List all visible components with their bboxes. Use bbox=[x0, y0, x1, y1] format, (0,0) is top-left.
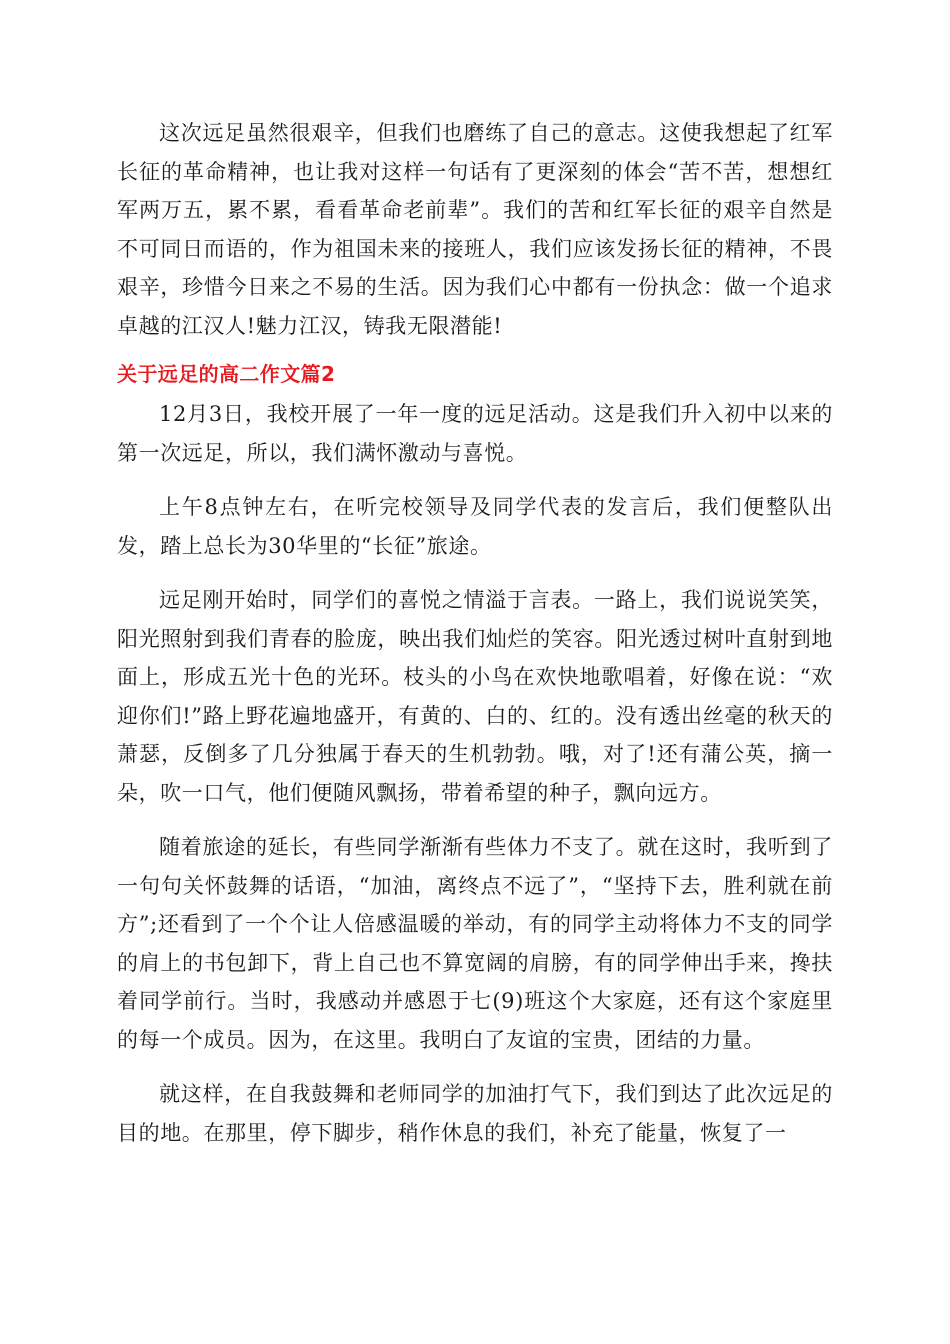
paragraph-6: 就这样，在自我鼓舞和老师同学的加油打气下，我们到达了此次远足的目的地。在那里，停下脚步，稍作休息的我们，补充了能量，恢复了一 bbox=[117, 1082, 833, 1145]
paragraph-5: 随着旅途的延长，有些同学渐渐有些体力不支了。就在这时，我听到了一句句关怀鼓舞的话语，“加油，离终点不远了”，“坚持下去，胜利就在前方”;还看到了一个个让人倍感温暖的举动，有的同学主动将体力不支的同学的肩上的书包卸下，背上自己也不算宽阔的肩膀，有的同学伸出手来，搀扶着同学前行。当时，我感动并感恩于七(9)班这个大家庭，还有这个家庭里的每一个成员。因为，在这里。我明白了友谊的宝贵，团结的力量。 bbox=[117, 835, 833, 1052]
paragraph-3: 上午8点钟左右，在听完校领导及同学代表的发言后，我们便整队出发，踏上总长为30华里的“长征”旅途。 bbox=[117, 495, 833, 558]
document-body bbox=[117, 114, 833, 1152]
paragraph-4: 远足刚开始时，同学们的喜悦之情溢于言表。一路上，我们说说笑笑，阳光照射到我们青春的脸庞，映出我们灿烂的笑容。阳光透过树叶直射到地面上，形成五光十色的光环。枝头的小鸟在欢快地歌唱着，好像在说：“欢迎你们!”路上野花遍地盛开，有黄的、白的、红的。没有透出丝毫的秋天的萧瑟，反倒多了几分独属于春天的生机勃勃。哦，对了!还有蒲公英，摘一朵，吹一口气，他们便随风飘扬，带着希望的种子，飘向远方。 bbox=[117, 588, 833, 805]
paragraph-2: 12月3日，我校开展了一年一度的远足活动。这是我们升入初中以来的第一次远足，所以，我们满怀激动与喜悦。 bbox=[117, 402, 833, 465]
paragraph-1: 这次远足虽然很艰辛，但我们也磨练了自己的意志。这使我想起了红军长征的革命精神，也让我对这样一句话有了更深刻的体会“苦不苦，想想红军两万五，累不累，看看革命老前辈”。我们的苦和红军长征的艰辛自然是不可同日而语的，作为祖国未来的接班人，我们应该发扬长征的精神，不畏艰辛，珍惜今日来之不易的生活。因为我们心中都有一份执念：做一个追求卓越的江汉人!魅力江汉，铸我无限潜能! bbox=[117, 121, 833, 338]
section-heading: 关于远足的高二作文篇2 bbox=[117, 362, 336, 386]
